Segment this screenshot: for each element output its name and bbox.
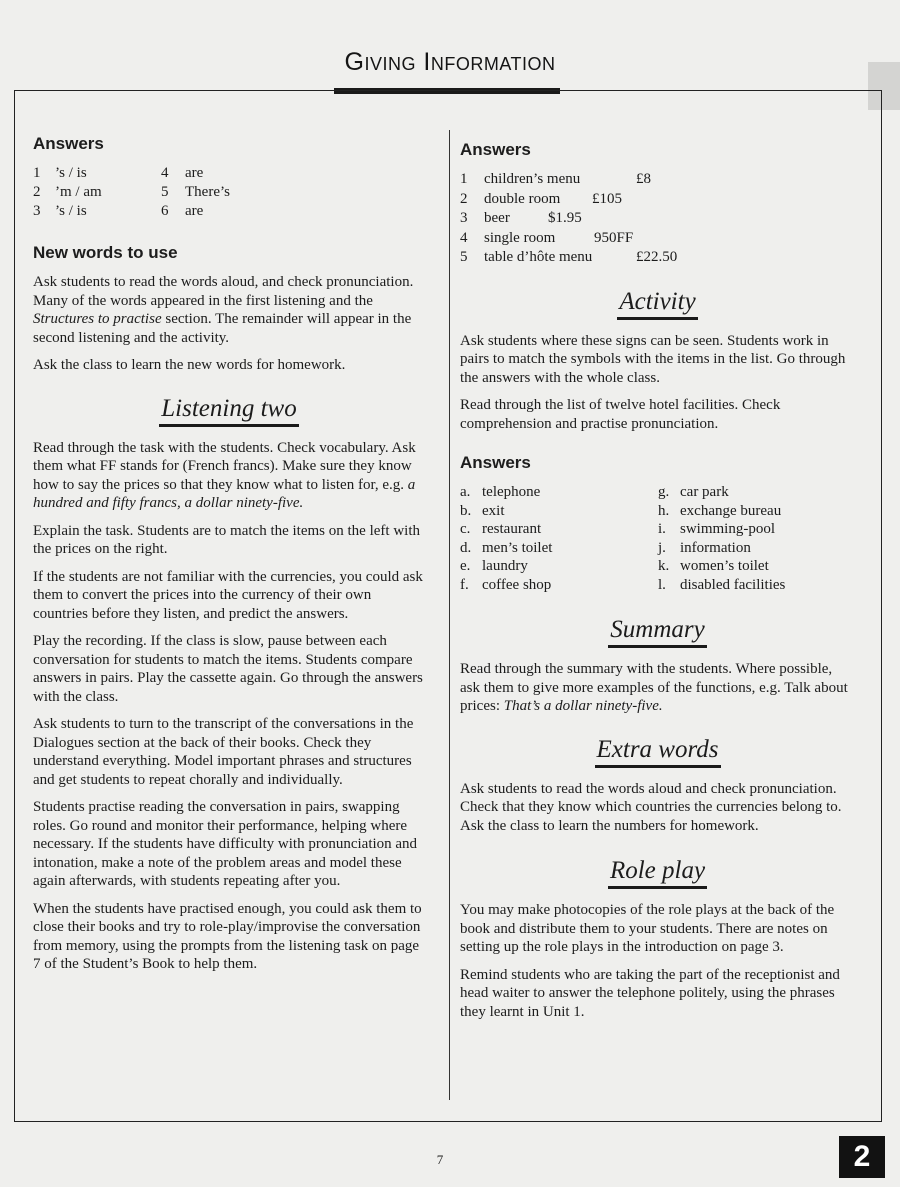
answers-grid — [33, 164, 425, 221]
listening-paragraph-6: Students practise reading the conversation in pairs, swapping roles. Go round and monitor their performance, helping where necessary. If the students have difficulty with pronunciation and intonation, make a note of the problem areas and model these again afterwards, with students repeating after you. — [33, 799, 418, 889]
list-item — [658, 539, 785, 558]
facilities-col-2 — [658, 483, 785, 594]
unit-number-badge: 2 — [839, 1136, 885, 1178]
section-heading-text: Role play — [608, 857, 707, 889]
item-letter: h. — [658, 502, 670, 519]
facilities-answer-list — [460, 483, 855, 594]
paragraph-text: section. The remainder will appear in the second listening and the activity. — [33, 311, 412, 346]
item-letter: d. — [460, 539, 472, 556]
answers-heading-2: Answers — [460, 453, 531, 472]
item-name: beer — [484, 210, 510, 226]
item-text: information — [680, 539, 751, 556]
item-text: coffee shop — [482, 576, 552, 593]
item-number: 4 — [460, 229, 468, 246]
paragraph-emphasis: That’s a dollar ninety-five. — [503, 698, 663, 714]
extra-words-paragraph: Ask students to read the words aloud and check pronunciation. Check that they know which countries the currencies belong to. Ask the class to learn the numbers for homework. — [460, 780, 842, 834]
item-text: disabled facilities — [680, 576, 786, 593]
answer-text: are — [185, 203, 204, 219]
item-number: 3 — [460, 210, 468, 226]
answer-row — [33, 164, 161, 183]
answer-num: 1 — [33, 165, 41, 181]
column-divider — [449, 130, 450, 1100]
answer-text: ’s / is — [55, 165, 87, 181]
new-words-homework: Ask the class to learn the new words for homework. — [33, 357, 346, 373]
left-column — [33, 134, 425, 983]
section-heading-text: Summary — [608, 616, 706, 648]
item-price: £105 — [592, 190, 622, 207]
answers-heading: Answers — [460, 140, 531, 159]
listening-two-heading — [33, 395, 425, 427]
list-item — [460, 557, 658, 576]
item-text: women’s toilet — [680, 558, 769, 574]
role-play-paragraph-1: You may make photocopies of the role plays at the back of the book and distribute them to your students. There are notes on setting up the role plays in the introduction on page 3. — [460, 902, 835, 955]
list-item — [658, 520, 785, 539]
answer-num: 6 — [161, 203, 169, 219]
list-item — [658, 576, 785, 595]
item-number: 1 — [460, 171, 468, 187]
paragraph-text: Read through the task with the students. Check vocabulary. Ask them what FF stands for (French francs). Make sure they know how to say the prices so that they know what to listen for, e.g. — [33, 439, 416, 493]
paragraph-text: Read through the summary with the students. Where possible, ask them to give more examples of the functions, e.g. Talk about prices: — [460, 661, 848, 714]
item-letter: i. — [658, 521, 666, 537]
item-price: 950FF — [594, 229, 634, 246]
item-price: £22.50 — [636, 249, 678, 265]
page-title: Giving Information — [344, 48, 556, 76]
activity-paragraph-2: Read through the list of twelve hotel facilities. Check comprehension and practise pronunciation. — [460, 397, 781, 432]
item-name: single room — [484, 229, 556, 246]
answer-text: ’m / am — [55, 184, 102, 200]
item-letter: c. — [460, 521, 471, 537]
facilities-col-1 — [460, 483, 658, 594]
answer-row — [161, 183, 230, 202]
list-item — [460, 502, 658, 521]
list-item — [460, 209, 855, 229]
item-price: £8 — [636, 171, 651, 187]
item-name: children’s menu — [484, 171, 581, 187]
list-item — [658, 557, 785, 576]
answer-row — [161, 202, 230, 221]
paragraph-emphasis: Structures to practise — [33, 311, 162, 327]
item-number: 5 — [460, 249, 468, 265]
list-item — [460, 248, 855, 268]
item-text: car park — [680, 484, 729, 500]
item-price: $1.95 — [548, 210, 582, 226]
answer-text: There’s — [185, 184, 230, 200]
item-name: double room — [484, 190, 561, 207]
list-item — [658, 483, 785, 502]
answer-row — [33, 183, 161, 202]
section-heading-text: Activity — [617, 288, 697, 320]
listening-paragraph-2: Explain the task. Students are to match the items on the left with the prices on the right. — [33, 522, 420, 557]
listening-paragraph-3: If the students are not familiar with the currencies, you could ask them to convert the prices into the currency of their own countries before they listen, and predict the answers. — [33, 568, 423, 622]
answers-heading: Answers — [33, 134, 104, 153]
item-letter: l. — [658, 576, 666, 593]
list-item — [460, 520, 658, 539]
item-number: 2 — [460, 190, 468, 207]
item-text: exit — [482, 502, 505, 519]
list-item — [460, 576, 658, 595]
item-letter: e. — [460, 558, 471, 574]
item-text: men’s toilet — [482, 539, 553, 556]
listening-paragraph-7: When the students have practised enough, you could ask them to close their books and try to role-play/improvise the conversation from memory, using the prompts from the listening task on page 7 of the Student’s Book to help them. — [33, 900, 422, 972]
section-heading-text: Extra words — [595, 736, 721, 768]
answer-row — [33, 202, 161, 221]
list-item — [460, 229, 855, 249]
item-letter: k. — [658, 558, 670, 574]
answer-text: are — [185, 165, 204, 181]
summary-heading — [460, 616, 855, 648]
new-words-paragraph — [33, 273, 425, 347]
item-letter: b. — [460, 502, 472, 519]
role-play-paragraph-2: Remind students who are taking the part of the receptionist and head waiter to answer the telephone politely, using the phrases they learnt in Unit 1. — [460, 966, 840, 1020]
list-item — [460, 170, 855, 190]
section-heading-text: Listening two — [159, 395, 298, 427]
list-item — [460, 483, 658, 502]
list-item — [460, 539, 658, 558]
answer-row — [161, 164, 230, 183]
answer-num: 3 — [33, 203, 41, 219]
listening-paragraph-4: Play the recording. If the class is slow, pause between each conversation for students to match the items. Students compare answers in pairs. Play the cassette again. Go through the answers with the class. — [33, 633, 423, 705]
prices-answer-list — [460, 170, 855, 268]
answer-text: ’s / is — [55, 203, 87, 219]
item-letter: g. — [658, 484, 670, 500]
item-letter: j. — [658, 539, 666, 556]
answer-num: 2 — [33, 184, 41, 200]
item-letter: f. — [460, 576, 469, 593]
activity-heading — [460, 288, 855, 320]
role-play-heading — [460, 857, 855, 889]
item-text: telephone — [482, 484, 541, 500]
new-words-heading: New words to use — [33, 243, 178, 262]
list-item — [460, 190, 855, 210]
item-text: restaurant — [482, 521, 542, 537]
item-text: exchange bureau — [680, 502, 782, 519]
activity-paragraph-1: Ask students where these signs can be seen. Students work in pairs to match the symbols with the items in the list. Go through the answers with the whole class. — [460, 332, 846, 386]
item-text: laundry — [482, 558, 528, 574]
item-letter: a. — [460, 484, 471, 500]
page-number: 7 — [436, 1152, 444, 1167]
answers-col-2 — [161, 164, 230, 221]
listening-paragraph-5: Ask students to turn to the transcript of the conversations in the Dialogues section at the back of their books. Check they understand everything. Model important phrases and structures and get students to repeat chorally and individually. — [33, 716, 414, 788]
paragraph-emphasis: a hundred and fifty francs, a dollar ninety-five. — [33, 476, 416, 511]
answer-num: 5 — [161, 184, 169, 200]
answer-num: 4 — [161, 165, 169, 181]
listening-paragraph-1 — [33, 439, 425, 513]
item-name: table d’hôte menu — [484, 249, 593, 265]
extra-words-heading — [460, 736, 855, 768]
summary-paragraph — [460, 660, 855, 716]
answers-col-1 — [33, 164, 161, 221]
right-column — [460, 140, 855, 1030]
item-text: swimming-pool — [680, 521, 776, 537]
list-item — [658, 502, 785, 521]
paragraph-text: Ask students to read the words aloud, and check pronunciation. Many of the words appeared in the first listening and the — [33, 274, 414, 309]
